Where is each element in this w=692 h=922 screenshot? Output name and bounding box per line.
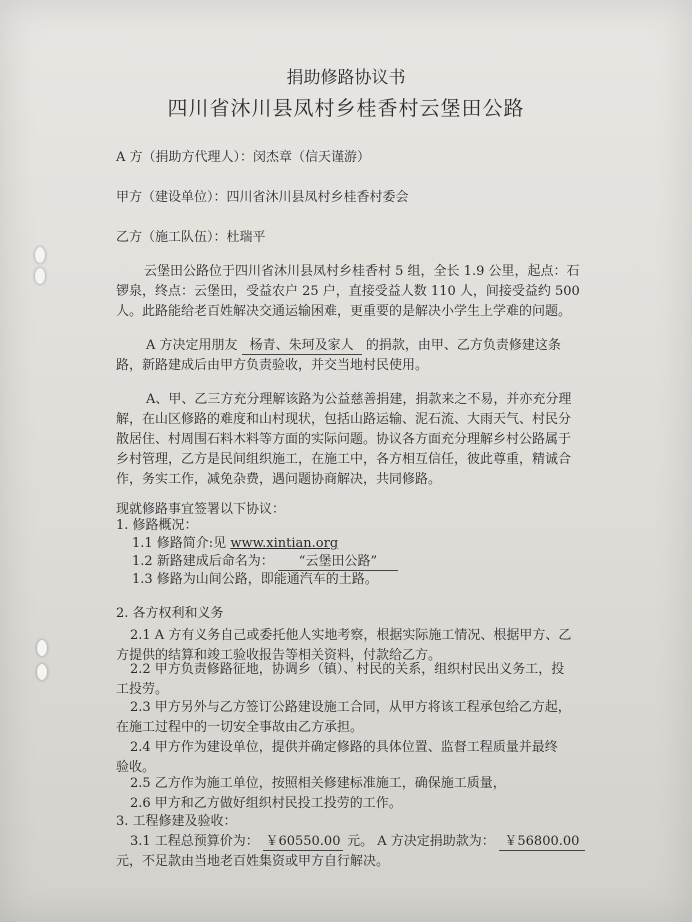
para2-line: 路，新路建成后由甲方负责验收，并交当地村民使用。	[116, 358, 429, 373]
item-3-1	[130, 834, 585, 851]
item-2-1-line: 方提供的结算和竣工验收报告等相关资料，付款给乙方。	[116, 648, 442, 663]
item-1-3: 1.3 修路为山间公路，即能通汽车的土路。	[132, 572, 378, 587]
document-subtitle: 四川省沐川县凤村乡桂香村云堡田公路	[167, 96, 525, 120]
item-1-2-prefix: 1.2 新路建成后命名为：	[132, 554, 274, 569]
website-link[interactable]: www.xintian.org	[230, 536, 339, 551]
para1-line: 云堡田公路位于四川省沐川县凤村乡桂香村 5 组，全长 1.9 公里，起点：石	[144, 264, 580, 279]
para2-line	[146, 338, 561, 355]
item-2-2-line: 2.2 甲方负责修路征地，协调乡（镇）、村民的关系，组织村民出义务工，投	[130, 662, 565, 677]
party-jia-line	[116, 190, 409, 206]
item-2-6: 2.6 甲方和乙方做好组织村民投工投劳的工作。	[130, 796, 402, 811]
party-yi-label: 乙方（施工队伍）：	[116, 230, 227, 245]
party-yi-line	[116, 230, 266, 246]
item-3-1-prefix: 3.1 工程总预算价为：	[130, 834, 259, 849]
section-1-title: 1. 修路概况：	[116, 518, 198, 533]
donation-amount: ￥56800.00	[499, 834, 585, 851]
item-2-3-line: 在施工过程中的一切安全事故由乙方承担。	[116, 720, 364, 735]
item-1-1-prefix: 1.1 修路简介:见	[132, 536, 227, 551]
punch-hole	[37, 664, 47, 680]
para1-line: 锣泉，终点：云堡田，受益农户 25 户，直接受益人数 110 人，间接受益约 500	[116, 284, 580, 299]
party-jia-label: 甲方（建设单位）：	[116, 190, 227, 205]
item-1-2	[132, 554, 398, 571]
agreement-intro: 现就修路事宜签署以下协议：	[116, 502, 286, 517]
punch-hole	[35, 247, 45, 263]
item-2-5: 2.5 乙方作为施工单位，按照相关修建标准施工，确保施工质量，	[130, 776, 506, 791]
budget-amount: ￥60550.00	[263, 834, 343, 851]
item-2-1-line: 2.1 A 方有义务自己或委托他人实地考察，根据实际施工情况、根据甲方、乙	[130, 628, 572, 643]
item-2-4-line: 验收。	[116, 760, 156, 775]
road-name: “云堡田公路”	[278, 554, 398, 571]
party-jia-value: 四川省沐川县凤村乡桂香村委会	[226, 190, 409, 205]
item-2-2-line: 工投劳。	[116, 682, 169, 697]
section-3-title: 3. 工程修建及验收：	[116, 814, 237, 829]
item-3-1-mid: 元。 A 方决定捐助款为：	[347, 834, 495, 849]
punch-hole	[35, 268, 45, 284]
para3-line: A、甲、乙三方充分理解该路为公益慈善捐建，捐款来之不易，并亦充分理	[146, 392, 572, 407]
para3-line: 解，在山区修路的难度和山村现状，包括山路运输、泥石流、大雨天气、村民分	[116, 412, 572, 427]
party-a-value: 闵杰章（信天谨游）	[253, 150, 371, 165]
party-a-label: A 方（捐助方代理人）：	[116, 150, 254, 165]
para3-line: 乡村管理，乙方是民间组织施工，在施工中，各方相互信任，彼此尊重，精诚合	[116, 452, 572, 467]
friends-names: 杨青、朱珂及家人	[242, 338, 362, 355]
section-2-title: 2. 各方权利和义务	[116, 606, 224, 621]
para3-line: 散居住、村周围石料木料等方面的实际问题。协议各方面充分理解乡村公路属于	[116, 432, 572, 447]
party-a-line	[116, 150, 370, 166]
para3-line: 作，务实工作，减免杂费，遇问题协商解决，共同修路。	[116, 472, 442, 487]
punch-hole	[37, 640, 47, 656]
item-1-1	[132, 536, 338, 552]
document-title: 捐助修路协议书	[286, 68, 406, 88]
para2-suffix: 的捐款，由甲、乙方负责修建这条	[365, 338, 561, 353]
para2-prefix: A 方决定用朋友	[146, 338, 238, 353]
item-2-4-line: 2.4 甲方作为建设单位，提供并确定修路的具体位置、监督工程质量并最终	[130, 740, 558, 755]
party-yi-value: 杜瑞平	[226, 230, 266, 245]
para1-line: 人。此路能给老百姓解决交通运输困难，更重要的是解决小学生上学难的问题。	[116, 304, 572, 319]
item-3-1-line2: 元，不足款由当地老百姓集资或甲方自行解决。	[116, 854, 390, 869]
item-2-3-line: 2.3 甲方另外与乙方签订公路建设施工合同，从甲方将该工程承包给乙方起，	[130, 700, 571, 715]
